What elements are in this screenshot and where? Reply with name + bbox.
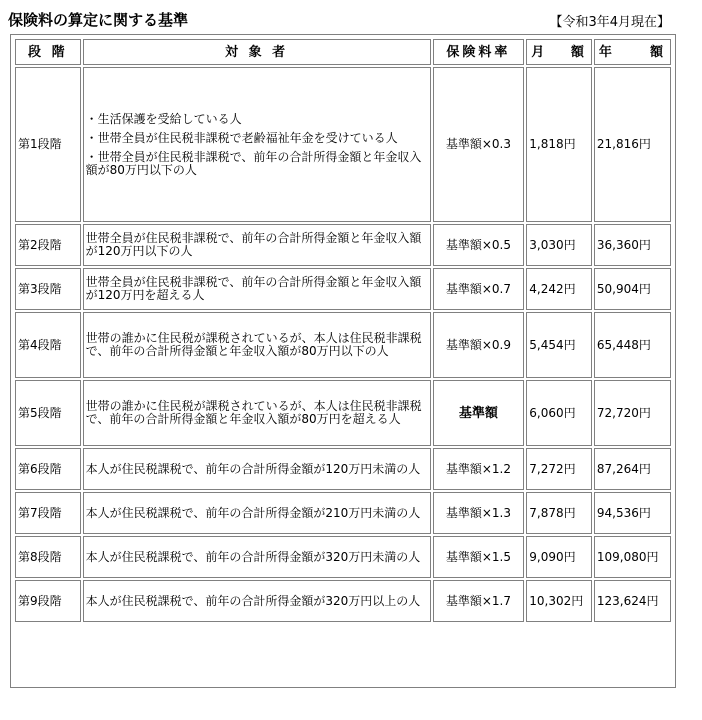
monthly-header-part: 月 [531, 44, 548, 60]
as-of-date: 【令和3年4月現在】 [549, 15, 670, 30]
monthly-amount-cell: 3,030円 [526, 224, 592, 266]
rate-cell: 基準額×0.9 [433, 312, 525, 378]
target-cell [83, 67, 431, 222]
annual-amount-cell: 109,080円 [594, 536, 671, 578]
monthly-amount-cell: 9,090円 [526, 536, 592, 578]
target-cell [83, 580, 431, 622]
target-cell [83, 224, 431, 266]
annual-amount-cell: 65,448円 [594, 312, 671, 378]
table-row [15, 492, 671, 534]
annual-amount-cell: 94,536円 [594, 492, 671, 534]
rate-cell: 基準額×0.3 [433, 67, 525, 222]
target-description: 本人が住民税課税で、前年の合計所得金額が210万円未満の人 [85, 505, 421, 520]
fee-table-frame [10, 34, 676, 688]
stage-cell: 第4段階 [15, 312, 81, 378]
target-description: 世帯全員が住民税非課税で、前年の合計所得金額と年金収入額が120万円以下の人 [85, 231, 422, 258]
target-cell [83, 448, 431, 490]
column-header-monthly [526, 39, 592, 65]
page-title: 保険料の算定に関する基準 [8, 11, 189, 29]
monthly-amount-cell: 7,878円 [526, 492, 592, 534]
table-row [15, 380, 671, 446]
target-description: 世帯の誰かに住民税が課税されているが、本人は住民税非課税で、前年の合計所得金額と年金収入額が80万円を超える人 [85, 399, 422, 426]
rate-cell: 基準額×1.5 [433, 536, 525, 578]
rate-cell: 基準額×0.5 [433, 224, 525, 266]
annual-amount-cell: 87,264円 [594, 448, 671, 490]
monthly-amount-cell: 1,818円 [526, 67, 592, 222]
target-cell [83, 268, 431, 310]
stage-cell: 第3段階 [15, 268, 81, 310]
target-cell [83, 380, 431, 446]
monthly-header-part: 額 [570, 44, 587, 60]
stage-cell: 第2段階 [15, 224, 81, 266]
annual-amount-cell: 72,720円 [594, 380, 671, 446]
target-description: 本人が住民税課税で、前年の合計所得金額が320万円以上の人 [85, 593, 421, 608]
stage-cell: 第5段階 [15, 380, 81, 446]
table-row [15, 536, 671, 578]
annual-amount-cell: 21,816円 [594, 67, 671, 222]
column-header-rate: 保険料率 [433, 39, 525, 65]
annual-amount-cell: 50,904円 [594, 268, 671, 310]
table-header-row [15, 39, 671, 65]
target-description: 世帯全員が住民税非課税で、前年の合計所得金額と年金収入額が120万円を超える人 [85, 275, 422, 302]
target-description: ・世帯全員が住民税非課税で、前年の合計所得金額と年金収入額が80万円以下の人 [85, 149, 422, 177]
stage-cell: 第1段階 [15, 67, 81, 222]
annual-amount-cell: 36,360円 [594, 224, 671, 266]
monthly-amount-cell: 5,454円 [526, 312, 592, 378]
target-cell [83, 312, 431, 378]
annual-amount-cell: 123,624円 [594, 580, 671, 622]
column-header-stage: 段 階 [15, 39, 81, 65]
stage-cell: 第8段階 [15, 536, 81, 578]
annual-header-part: 年 [598, 44, 615, 60]
fee-table-body [15, 67, 671, 622]
stage-cell: 第7段階 [15, 492, 81, 534]
table-row [15, 67, 671, 222]
column-header-annual [594, 39, 671, 65]
target-description: 本人が住民税課税で、前年の合計所得金額が320万円未満の人 [85, 549, 421, 564]
table-row [15, 580, 671, 622]
fee-table [13, 37, 673, 624]
column-header-target: 対 象 者 [83, 39, 431, 65]
target-description: 本人が住民税課税で、前年の合計所得金額が120万円未満の人 [85, 461, 421, 476]
table-row [15, 312, 671, 378]
table-row [15, 224, 671, 266]
stage-cell: 第6段階 [15, 448, 81, 490]
rate-cell: 基準額×1.3 [433, 492, 525, 534]
rate-cell: 基準額×1.7 [433, 580, 525, 622]
target-description: ・生活保護を受給している人 [85, 111, 242, 126]
table-row [15, 448, 671, 490]
annual-header-part: 額 [649, 44, 666, 60]
table-row [15, 268, 671, 310]
stage-cell: 第9段階 [15, 580, 81, 622]
target-description: ・世帯全員が住民税非課税で老齢福祉年金を受けている人 [85, 130, 398, 145]
rate-cell: 基準額 [433, 380, 525, 446]
monthly-amount-cell: 7,272円 [526, 448, 592, 490]
target-description: 世帯の誰かに住民税が課税されているが、本人は住民税非課税で、前年の合計所得金額と年金収入額が80万円以下の人 [85, 331, 422, 358]
monthly-amount-cell: 4,242円 [526, 268, 592, 310]
rate-cell: 基準額×0.7 [433, 268, 525, 310]
monthly-amount-cell: 10,302円 [526, 580, 592, 622]
target-cell [83, 492, 431, 534]
monthly-amount-cell: 6,060円 [526, 380, 592, 446]
target-cell [83, 536, 431, 578]
rate-cell: 基準額×1.2 [433, 448, 525, 490]
